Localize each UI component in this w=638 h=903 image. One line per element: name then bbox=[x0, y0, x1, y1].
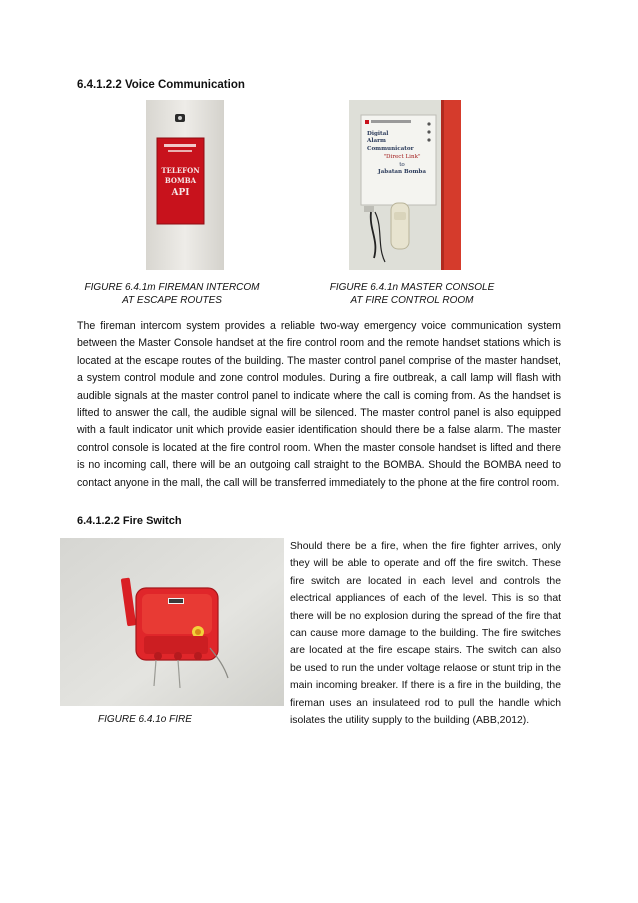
console-label-line: Jabatan Bomba bbox=[378, 169, 426, 176]
section-heading-voice-communication: 6.4.1.2.2 Voice Communication bbox=[77, 79, 245, 91]
console-label-line: Alarm bbox=[367, 138, 386, 145]
caption-line: AT ESCAPE ROUTES bbox=[122, 295, 222, 306]
fireman-intercom-photo bbox=[146, 100, 224, 270]
figure-caption-fire-switch: FIGURE 6.4.1o FIRE bbox=[98, 714, 192, 725]
voice-communication-paragraph: The fireman intercom system provides a reliable two-way emergency voice communication system between the Master Console handset at the fire control room and the remote handset stations which is located at the escape routes of the building. The master control panel comprise of the master handset, a system control module and zone control modules. During a fire outbreak, a call lamp will flash with audible signals at the master control panel to indicate where the call is coming from. As the handset is lifted to answer the call, the audible signal will be silenced. The master control panel is also equipped with a fault indicator unit which provide easier identification should there be a false alarm. The master control console is located at the fire control room. When the master console handset is lifted and there is no incoming call, there will be an outgoing call straight to the BOMBA. Should the BOMBA need to contact anyone in the mall, the call will be transferred immediately to the phone at the fire control room. bbox=[77, 320, 561, 489]
intercom-sign-line: TELEFON bbox=[161, 166, 200, 175]
console-label-line: to bbox=[399, 161, 405, 168]
intercom-sign-line: BOMBA bbox=[164, 176, 197, 185]
figure-caption-master-console bbox=[300, 281, 524, 307]
fire-switch-paragraph: Should there be a fire, when the fire fighter arrives, only they will be able to operate and off the fire switch. These fire switch are located in each level and controls the electrical appliances of each of the level. This is so that there will be no explosion during the spread of the fire that can cause more damage to the building. The fire switches are located at the fire escape stairs. The switch can also be used to run the under voltage relaose or stunt trip in the main incoming breaker. If there is a fire in the building, the fireman uses an insulateed rod to pull the handle which isolates the utility supply to the building (ABB,2012). bbox=[290, 541, 561, 727]
intercom-sign-text bbox=[157, 166, 204, 200]
console-label-text bbox=[367, 131, 437, 176]
console-label-line: "Direct Link" bbox=[383, 154, 421, 161]
master-console-photo bbox=[349, 100, 461, 270]
intercom-sign-line: API bbox=[171, 188, 190, 198]
console-illustration bbox=[349, 100, 461, 270]
fire-switch-illustration bbox=[60, 538, 284, 706]
figure-caption-fireman-intercom bbox=[60, 281, 284, 307]
caption-line: FIGURE 6.4.1n MASTER CONSOLE bbox=[329, 282, 495, 293]
console-label-line: Digital bbox=[367, 131, 389, 137]
caption-line: AT FIRE CONTROL ROOM bbox=[350, 295, 474, 306]
fire-switch-photo bbox=[60, 538, 284, 706]
section-heading-fire-switch: 6.4.1.2.2 Fire Switch bbox=[77, 515, 182, 527]
caption-line: FIGURE 6.4.1m FIREMAN INTERCOM bbox=[84, 282, 260, 293]
console-label-line: Communicator bbox=[367, 145, 414, 152]
